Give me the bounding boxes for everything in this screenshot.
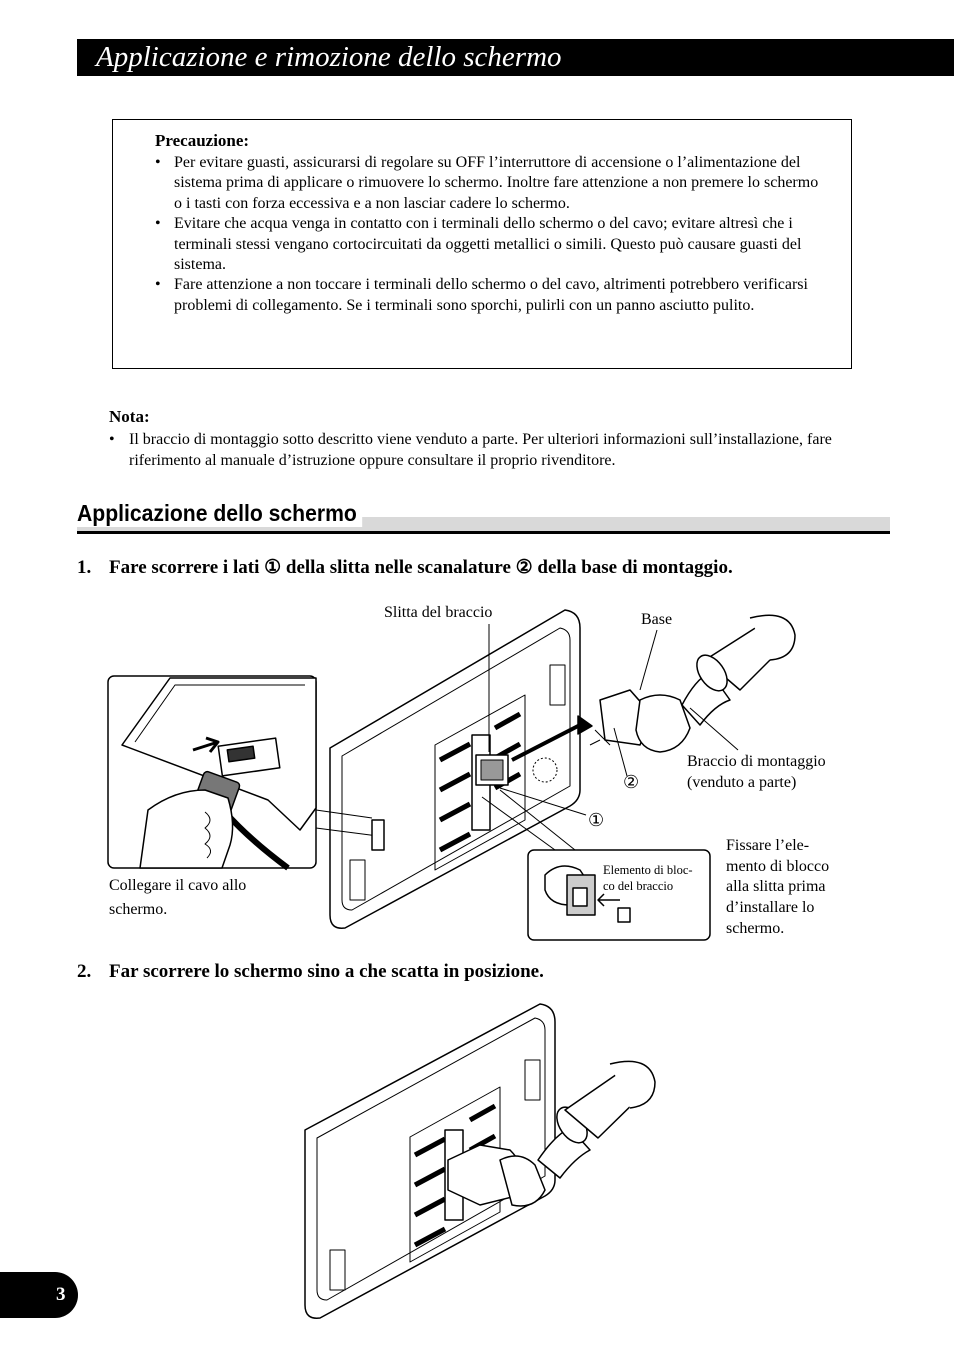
screen-mounted-illustration bbox=[305, 1004, 655, 1318]
caution-item: • Per evitare guasti, assicurarsi di regolare su OFF l’interruttore di accensione o l’alimentazione del sistema prima di applicare o rimuovere lo schermo. Inoltre fare attenzione a non premere lo schermo o i tasti con forza eccessiva e a non lasciar cadere lo schermo. bbox=[155, 153, 825, 214]
base-label: Base bbox=[641, 611, 673, 628]
step-number: 1. bbox=[77, 557, 92, 578]
page-number: 3 bbox=[56, 1284, 66, 1305]
note-title: Nota: bbox=[109, 407, 150, 426]
section-title: Applicazione dello schermo bbox=[77, 500, 362, 527]
fix-label-line1: Fissare l’ele- bbox=[726, 837, 810, 854]
marker-1: ① bbox=[588, 810, 605, 831]
mounting-arm-illustration bbox=[590, 615, 795, 752]
lock-label-line2: co del braccio bbox=[603, 879, 674, 893]
caution-item: • Fare attenzione a non toccare i terminali dello schermo o del cavo, altrimenti potrebbero verificarsi problemi di collegamento. Se i terminali sono sporchi, pulirli con un panno asciutto pulito. bbox=[155, 275, 825, 316]
arm-label-line2: (venduto a parte) bbox=[687, 774, 797, 791]
fix-label-line5: schermo. bbox=[726, 920, 785, 937]
page-number-tab bbox=[0, 1272, 78, 1318]
page-title: Applicazione e rimozione dello schermo bbox=[96, 41, 562, 73]
lock-label-line1: Elemento di bloc- bbox=[603, 863, 693, 877]
cable-label-line2: schermo. bbox=[109, 901, 168, 918]
marker-2: ② bbox=[623, 772, 640, 793]
arm-label-line1: Braccio di montaggio bbox=[687, 753, 826, 770]
fix-label-line2: mento di blocco bbox=[726, 858, 830, 875]
cable-inset-illustration bbox=[108, 676, 316, 868]
cable-label-line1: Collegare il cavo allo bbox=[109, 877, 247, 894]
fix-label-line3: alla slitta prima bbox=[726, 878, 826, 895]
caution-title: Precauzione: bbox=[155, 131, 250, 150]
step-text: Fare scorrere i lati ① della slitta nelle scanalature ② della base di montaggio. bbox=[109, 557, 733, 578]
step-text: Far scorrere lo schermo sino a che scatta in posizione. bbox=[109, 961, 544, 982]
slide-label: Slitta del braccio bbox=[384, 604, 493, 621]
caution-item: • Evitare che acqua venga in contatto con i terminali dello schermo o del cavo; evitare altresì che i terminali stessi vengano cortocircuitati da oggetti metallici o simili. Questo può causare guasti del sistema. bbox=[155, 214, 825, 275]
fix-label-line4: d’installare lo bbox=[726, 899, 815, 916]
note-item: • Il braccio di montaggio sotto descritto viene venduto a parte. Per ulteriori informazioni sull’installazione, fare riferimento al manuale d’istruzione oppure consultare il proprio rivenditore. bbox=[109, 429, 854, 471]
step-number: 2. bbox=[77, 961, 92, 982]
